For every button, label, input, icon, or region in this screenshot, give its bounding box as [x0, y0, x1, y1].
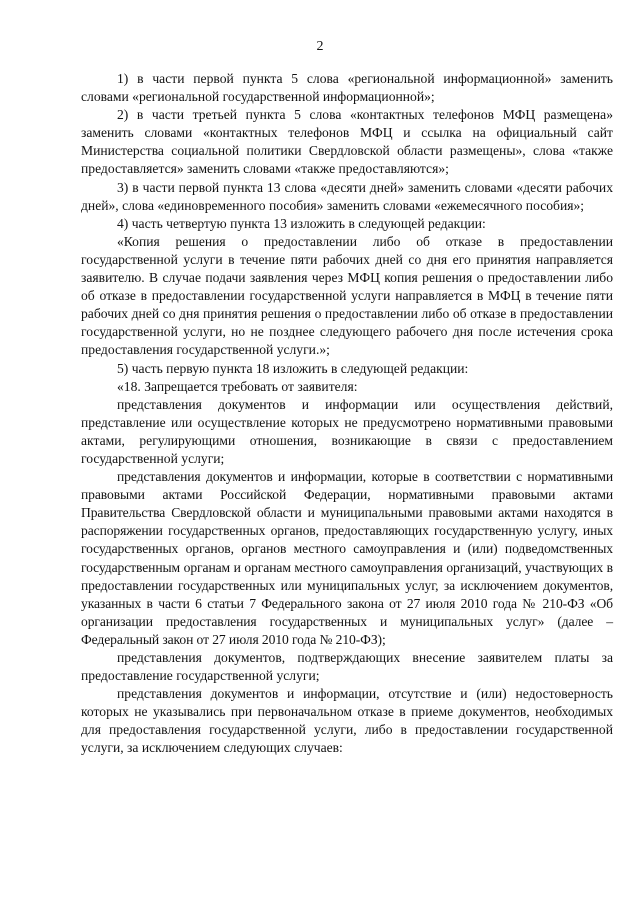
paragraph-clause-18-item-2: представления документов и информации, которые в соответствии с нормативными правовыми актами Российской Федерации, нормативными правовыми актами Правительства Свердловской области и муниципальными правовыми актами находятся в распоряжении государственных органов, предоставляющих государственную услугу, иных государственных органов, органов местного самоуправления и (или) подведомственных государственным органам и органам местного самоуправления организаций, участвующих в предоставлении государственных или муниципальных услуг, за исключением документов, указанных в части 6 статьи 7 Федерального закона от 27 июля 2010 года № 210-ФЗ «Об организации предоставления государственных и муниципальных услуг» (далее – Федеральный закон от 27 июля 2010 года № 210-ФЗ);: [81, 469, 613, 647]
paragraph-amendment-3: 3) в части первой пункта 13 слова «десяти дней» заменить словами «десяти рабочих дней», слова «единовременного пособия» заменить словами «ежемесячного пособия»;: [81, 179, 613, 213]
document-body: [81, 70, 613, 758]
paragraph-clause-18-item-4: представления документов и информации, отсутствие и (или) недостоверность которых не указывались при первоначальном отказе в приеме документов, необходимых для предоставления государственной услуги, либо в предоставлении государственной услуги, за исключением следующих случаев:: [81, 686, 613, 756]
page-number: 2: [316, 39, 324, 54]
paragraph-amendment-1: 1) в части первой пункта 5 слова «региональной информационной» заменить словами «региональной государственной информационной»;: [81, 71, 613, 105]
paragraph-clause-18-item-1: представления документов и информации или осуществления действий, представление или осуществление которых не предусмотрено нормативными правовыми актами, регулирующими отношения, возникающие в связи с предоставлением государственной услуги;: [81, 396, 613, 466]
paragraph-amendment-4-text: «Копия решения о предоставлении либо об отказе в предоставлении государственной услуги в течение пяти рабочих дней со дня его принятия направляется заявителю. В случае подачи заявления через МФЦ копия решения о предоставлении либо об отказе в предоставлении государственной услуги направляется в МФЦ в течение пяти рабочих дней со дня принятия решения о предоставлении либо об отказе в предоставлении государственной услуги, но не позднее следующего рабочего дня после истечения срока предоставления государственной услуги.»;: [81, 233, 613, 358]
paragraph-amendment-4: 4) часть четвертую пункта 13 изложить в следующей редакции:: [117, 215, 486, 231]
paragraph-amendment-2: 2) в части третьей пункта 5 слова «контактных телефонов МФЦ размещена» заменить словами «контактных телефонов МФЦ и ссылка на официальный сайт Министерства социальной политики Свердловской области размещены», слова «также предоставляется» заменить словами «также предоставляются»;: [81, 107, 613, 177]
paragraph-clause-18: «18. Запрещается требовать от заявителя:: [117, 378, 358, 394]
paragraph-clause-18-item-3: представления документов, подтверждающих внесение заявителем платы за предоставление государственной услуги;: [81, 650, 613, 684]
paragraph-amendment-5: 5) часть первую пункта 18 изложить в следующей редакции:: [117, 360, 469, 376]
